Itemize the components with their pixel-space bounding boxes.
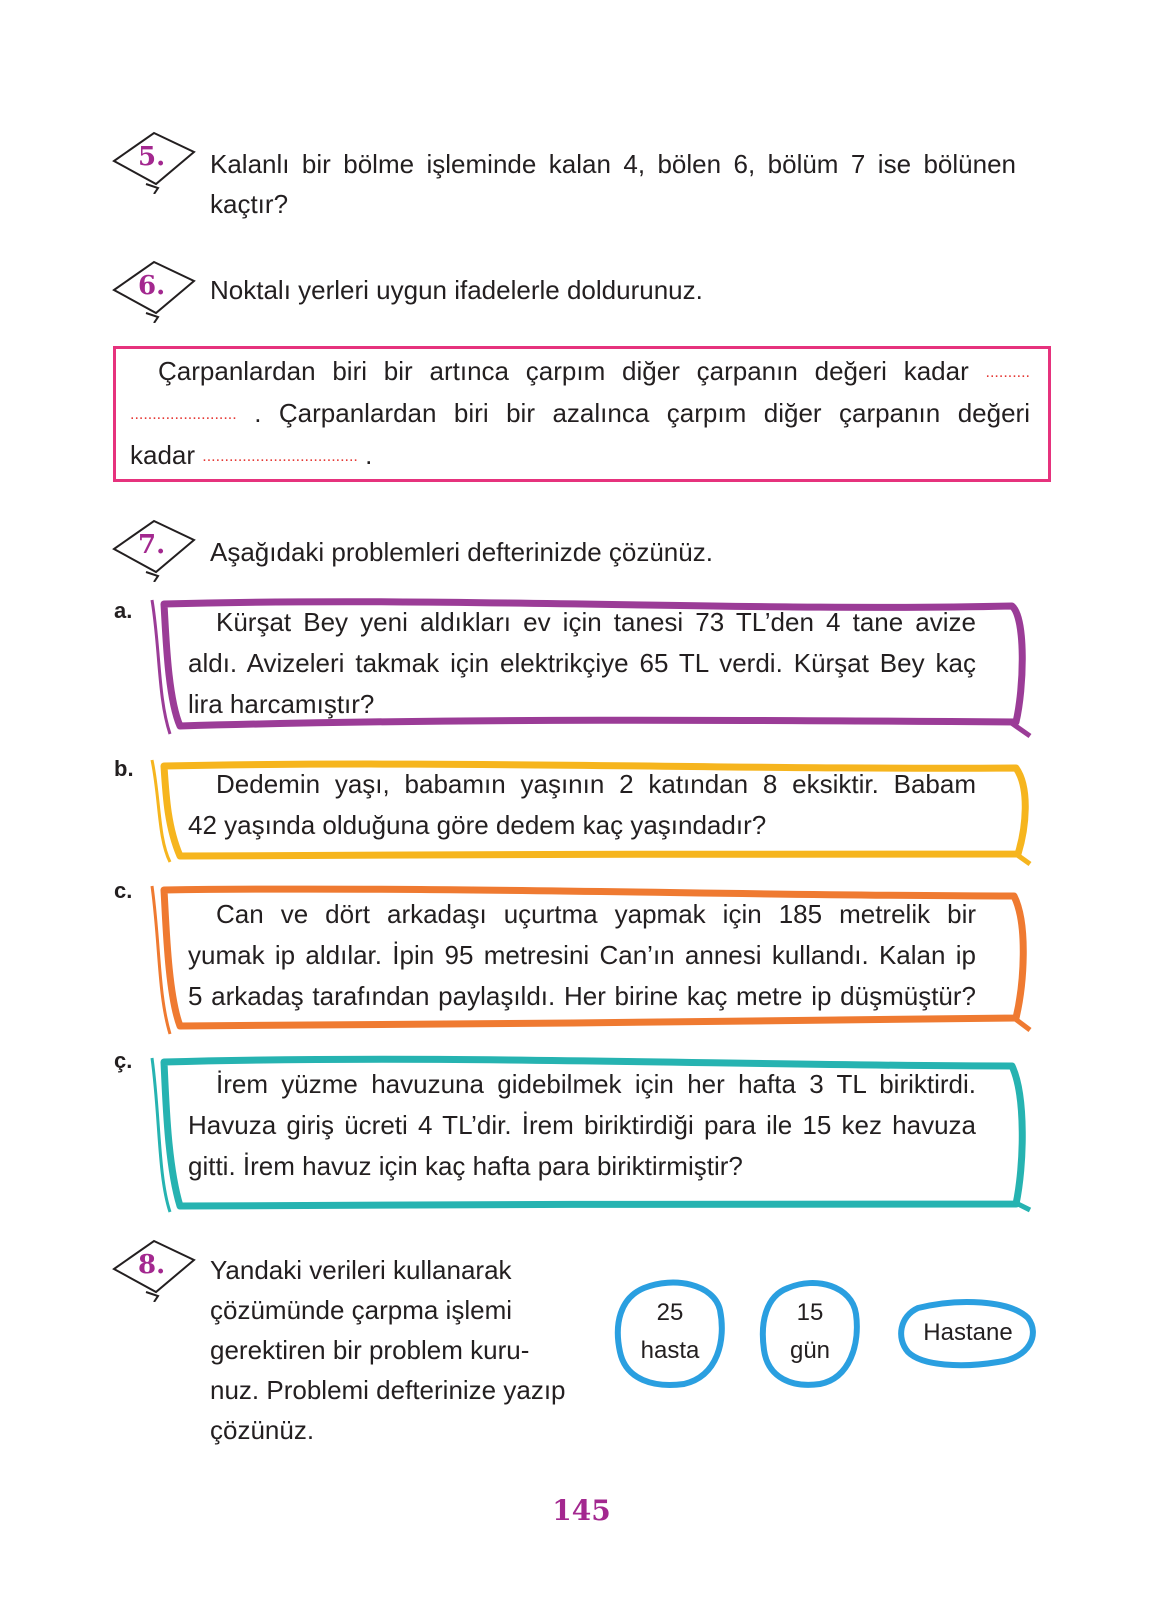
problem-b-bubble: Dedemin yaşı, babamın yaşının 2 katından 8 eksiktir. Babam 42 yaşında olduğuna göre dedem kaç yaşındadır? bbox=[150, 758, 1030, 888]
question-6-badge bbox=[108, 257, 200, 323]
item-letter-c-cedilla: ç. bbox=[114, 1048, 133, 1073]
blank-2[interactable]: ................................... bbox=[202, 448, 358, 465]
problem-c-cedilla-bubble: İrem yüzme havuzuna gidebilmek için her hafta 3 TL biriktirdi. Havuza giriş ücreti 4 TL’dir. İrem biriktirdiği para ile 15 kez havuza gitti. İrem havuz için kaç hafta para biriktirmiştir? bbox=[150, 1056, 1030, 1236]
page-number: 145 bbox=[552, 1494, 611, 1527]
fill-in-box: Çarpanlardan biri bir artınca çarpım diğer çarpanın değeri kadar .......... ........................ . Çarpanlardan biri bir azalınca çarpım diğer çarpanın değeri kadar ................................... . bbox=[113, 346, 1051, 482]
question-7-badge bbox=[108, 516, 200, 582]
problem-c-bubble: Can ve dört arkadaşı uçurtma yapmak için 185 metrelik bir yumak ip aldılar. İpin 95 metresini Can’ın annesi kullandı. Kalan ip 5 arkadaş tarafından paylaşıldı. Her birine kaç metre ip düşmüştür? bbox=[150, 884, 1030, 1054]
question-8-text: Yandaki verileri kullanarak çözümünde çarpma işlemi gerektiren bir problem kuru- nuz. Problemi defterinize yazıp çözünüz. bbox=[210, 1255, 566, 1445]
question-5-text: Kalanlı bir bölme işleminde kalan 4, bölen 6, bölüm 7 ise bölünen kaçtır? bbox=[210, 149, 1016, 219]
item-letter-c: c. bbox=[114, 878, 133, 903]
data-tag-patients: 25 hasta bbox=[614, 1280, 726, 1390]
problem-a-bubble: Kürşat Bey yeni aldıkları ev için tanesi 73 TL’den 4 tane avize aldı. Avizeleri takmak için elektrikçiye 65 TL verdi. Kürşat Bey kaç lira harcamıştır? bbox=[150, 598, 1030, 758]
question-number: 6. bbox=[138, 271, 166, 301]
question-number: 5. bbox=[138, 142, 166, 172]
blank-1-cont[interactable]: ........................ bbox=[130, 406, 237, 423]
data-tag-days: 15 gün bbox=[760, 1280, 860, 1390]
question-8-badge bbox=[108, 1236, 200, 1302]
question-number: 7. bbox=[138, 530, 166, 560]
data-tag-hospital: Hastane bbox=[898, 1300, 1038, 1370]
question-7-text: Aşağıdaki problemleri defterinizde çözünüz. bbox=[210, 537, 713, 567]
blank-1[interactable]: .......... bbox=[985, 364, 1030, 381]
question-5-badge bbox=[108, 128, 200, 194]
question-number: 8. bbox=[138, 1250, 166, 1280]
item-letter-b: b. bbox=[114, 756, 134, 781]
item-letter-a: a. bbox=[114, 598, 133, 623]
question-6-text: Noktalı yerleri uygun ifadelerle doldurunuz. bbox=[210, 275, 703, 305]
